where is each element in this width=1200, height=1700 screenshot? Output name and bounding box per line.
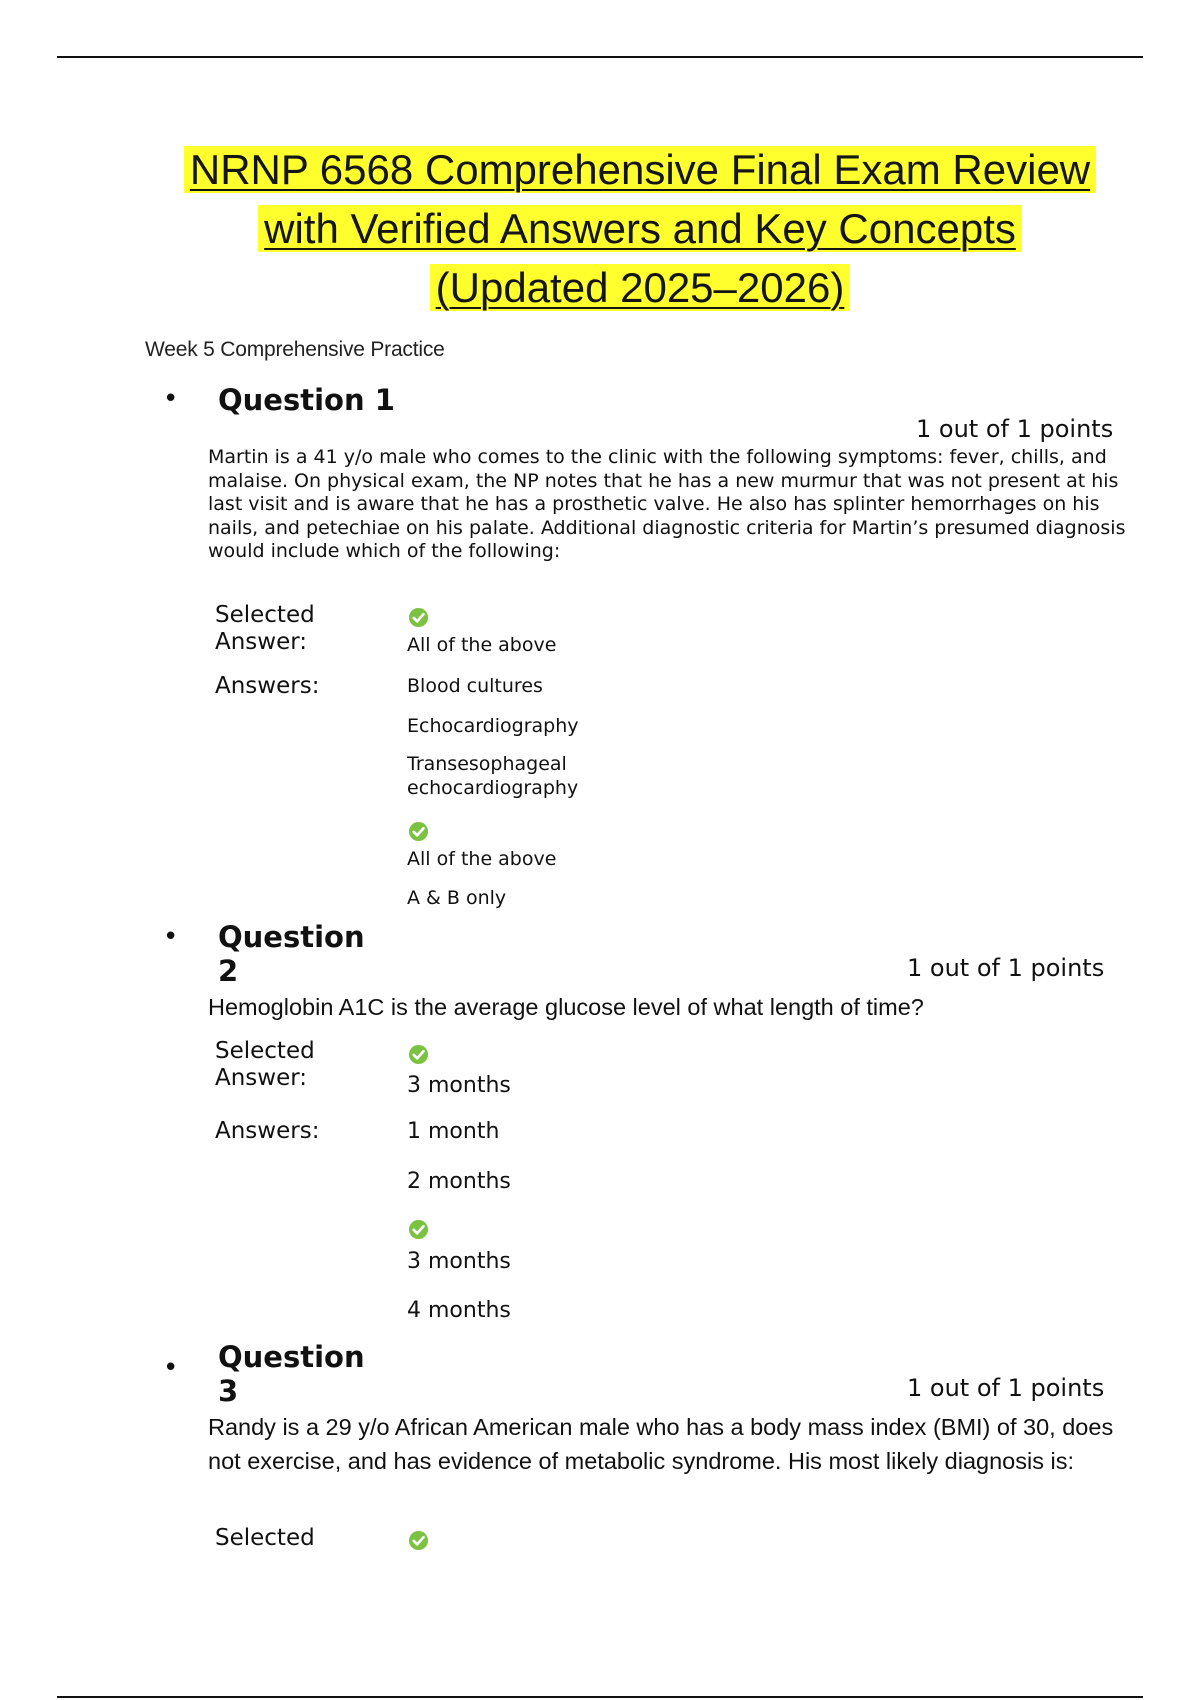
question-1-selected-answer: All of the above — [407, 634, 557, 656]
question-1-text: Martin is a 41 y/o male who comes to the clinic with the following symptoms: fever, chills, and malaise. On physical exam, the NP notes that he has a new murmur that was not present at his last visit and is aware that he has a prosthetic valve. He also has splinter hemorrhages on his nails, and petechiae on his palate. Additional diagnostic criteria for Martin’s presumed diagnosis would include which of the following: — [208, 446, 1126, 562]
question-2-answer-c: 3 months — [407, 1249, 511, 1274]
check-icon — [408, 607, 429, 628]
question-2-answer-a: 1 month — [407, 1119, 500, 1144]
bullet: • — [163, 922, 179, 952]
question-2-selected-answer: 3 months — [407, 1073, 511, 1098]
subtitle: Week 5 Comprehensive Practice — [145, 338, 445, 361]
top-rule — [57, 56, 1143, 58]
bullet: • — [163, 1353, 179, 1383]
question-1-answer-d: All of the above — [407, 848, 557, 870]
check-icon — [408, 821, 429, 842]
question-1-answer-a: Blood cultures — [407, 675, 543, 697]
answers-label: Answers: — [215, 1118, 320, 1144]
selected-answer-label: Selected Answer: — [215, 1038, 315, 1091]
document-title — [140, 140, 1140, 317]
question-2-points: 1 out of 1 points — [907, 954, 1105, 982]
question-2-answer-d: 4 months — [407, 1298, 511, 1323]
question-1-answer-c: Transesophageal echocardiography — [407, 753, 579, 799]
question-1-heading: Question 1 — [218, 383, 395, 417]
question-1-answer-e: A & B only — [407, 887, 507, 909]
question-3-heading: Question 3 — [218, 1340, 365, 1408]
question-1-answer-b: Echocardiography — [407, 715, 579, 737]
question-2-answer-b: 2 months — [407, 1169, 511, 1194]
bullet: • — [163, 384, 179, 414]
question-1-points: 1 out of 1 points — [916, 415, 1114, 443]
question-3-text: Randy is a 29 y/o African American male who has a body mass index (BMI) of 30, does not exercise, and has evidence of metabolic syndrome. His most likely diagnosis is: — [208, 1414, 1114, 1474]
question-3-points: 1 out of 1 points — [907, 1374, 1105, 1402]
question-2-text: Hemoglobin A1C is the average glucose level of what length of time? — [208, 994, 924, 1020]
selected-answer-label: Selected — [215, 1525, 315, 1551]
title-line-1: NRNP 6568 Comprehensive Final Exam Review — [184, 146, 1096, 193]
title-line-3: (Updated 2025–2026) — [430, 264, 851, 311]
check-icon — [408, 1044, 429, 1065]
title-line-2: with Verified Answers and Key Concepts — [258, 205, 1022, 252]
question-2-heading: Question 2 — [218, 920, 365, 988]
bottom-rule — [57, 1696, 1143, 1698]
selected-answer-label: Selected Answer: — [215, 602, 315, 655]
check-icon — [408, 1219, 429, 1240]
check-icon — [408, 1530, 429, 1551]
answers-label: Answers: — [215, 673, 320, 699]
